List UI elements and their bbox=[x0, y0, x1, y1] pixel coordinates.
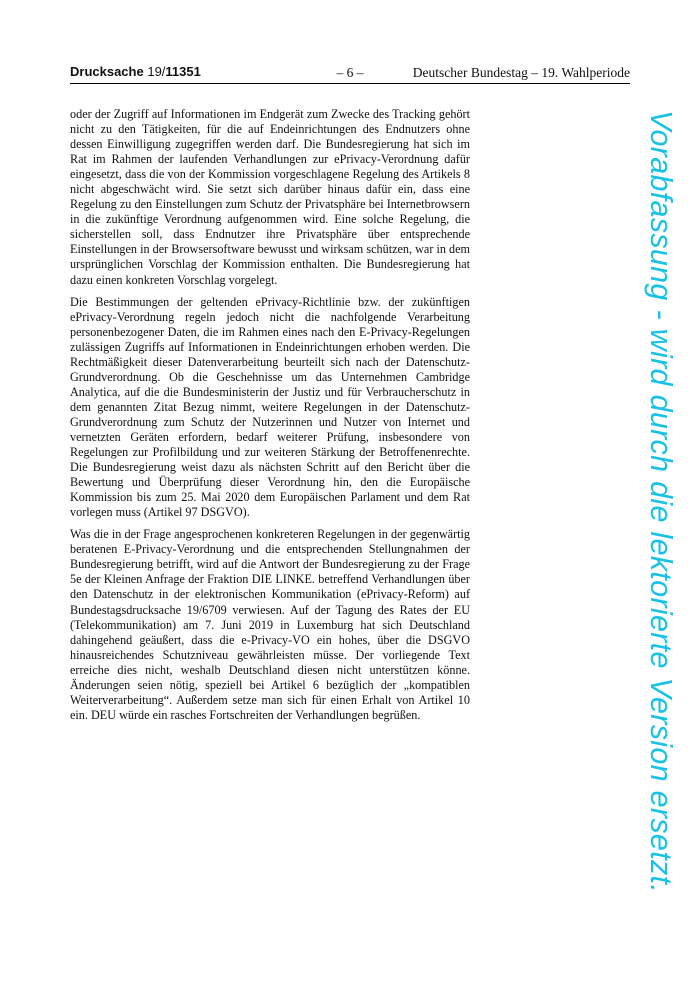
paragraph: Die Bestimmungen der geltenden ePrivacy-Richtlinie bzw. der zukünftigen ePrivacy-Verordnung regeln jedoch nicht die nachfolgende Verarbeitung personenbezogener Daten, die im Rahmen eines nach den E-Privacy-Regelungen zulässigen Zugriffs auf Informationen in Endeinrichtungen erhoben werden. Die Rechtmäßigkeit dieser Datenverarbeitung beurteilt sich nach der Datenschutz-Grundverordnung. Ob die Geschehnisse um das Unternehmen Cambridge Analytica, auf die die Bundesministerin der Justiz und für Verbraucherschutz in dem genannten Zitat Bezug nimmt, weitere Regelungen in der Datenschutz-Grundverordnung zum Schutz der Nutzerinnen und Nutzer von Internet und vernetzten Geräten erfordern, bedarf weiterer Prüfung, insbesondere von Regelungen zur Profilbildung und zur weiteren Stärkung der Betroffenenrechte. Die Bundesregierung weist dazu als nächsten Schritt auf den Bericht über die Bewertung und Überprüfung dieser Verordnung hin, den die Europäische Kommission bis zum 25. Mai 2020 dem Europäischen Parlament und dem Rat vorlegen muss (Artikel 97 DSGVO). bbox=[70, 294, 470, 520]
drucksache-label: Drucksache bbox=[70, 64, 144, 79]
page-number: – 6 – bbox=[336, 65, 364, 80]
paragraph: oder der Zugriff auf Informationen im Endgerät zum Zwecke des Tracking gehört nicht zu den Tätigkeiten, für die auf Endeinrichtungen des Endnutzers ohne dessen Einwilligung zugegriffen werden darf. Die Bundesregierung hat sich im Rat im Rahmen der laufenden Verhandlungen zur ePrivacy-Verordnung dafür eingesetzt, dass die von der Kommission vorgeschlagene Regelung des Artikels 8 nicht abgeschwächt wird. Sie setzt sich darüber hinaus dafür ein, dass eine Regelung zu den Einstellungen zum Schutz der Privatsphäre bei Internetbrowsern in die zukünftige Verordnung aufgenommen wird. Eine solche Regelung, die sicherstellen soll, dass Endnutzer ihre Privatsphäre über entsprechende Einstellungen in der Browsersoftware bewusst und wirksam schützen, war in dem ursprünglichen Vorschlag der Kommission enthalten. Die Bundesregierung hat dazu einen konkreten Vorschlag vorgelegt. bbox=[70, 107, 470, 287]
watermark bbox=[638, 110, 678, 910]
paragraph: Was die in der Frage angesprochenen konkreteren Regelungen in der gegenwärtig beratenen E-Privacy-Verordnung und die entsprechenden Stellungnahmen der Bundesregierung betrifft, wird auf die Antwort der Bundesregierung zu der Frage 5e der Kleinen Anfrage der Fraktion DIE LINKE. betreffend Verhandlungen über den Datenschutz in der elektronischen Kommunikation (ePrivacy-Reform) auf Bundestagsdrucksache 19/6709 verwiesen. Auf der Tagung des Rates der EU (Telekommunikation) am 7. Juni 2019 in Luxemburg hat sich Deutschland dahingehend geäußert, dass die e-Privacy-VO ein hohes, über die DSGVO hinausreichendes Schutzniveau gewährleisten müsse. Der vorliegende Text erreiche dies nicht, weshalb Deutschland diesen nicht unterstützen könne. Änderungen seien nötig, speziell bei Artikel 6 bezüglich der „kompatiblen Weiterverarbeitung“. Außerdem setze man sich für einen Erhalt von Artikel 10 ein. DEU würde ein rasches Fortschreiten der Verhandlungen begrüßen. bbox=[70, 527, 470, 722]
number-main: 11351 bbox=[165, 64, 201, 79]
body-text bbox=[70, 107, 470, 730]
watermark-text: Vorabfassung - wird durch die lektorierte Version ersetzt. bbox=[644, 110, 678, 894]
number-prefix: 19/ bbox=[147, 64, 166, 79]
page-header bbox=[70, 63, 630, 84]
institution-period: Deutscher Bundestag – 19. Wahlperiode bbox=[412, 65, 630, 80]
